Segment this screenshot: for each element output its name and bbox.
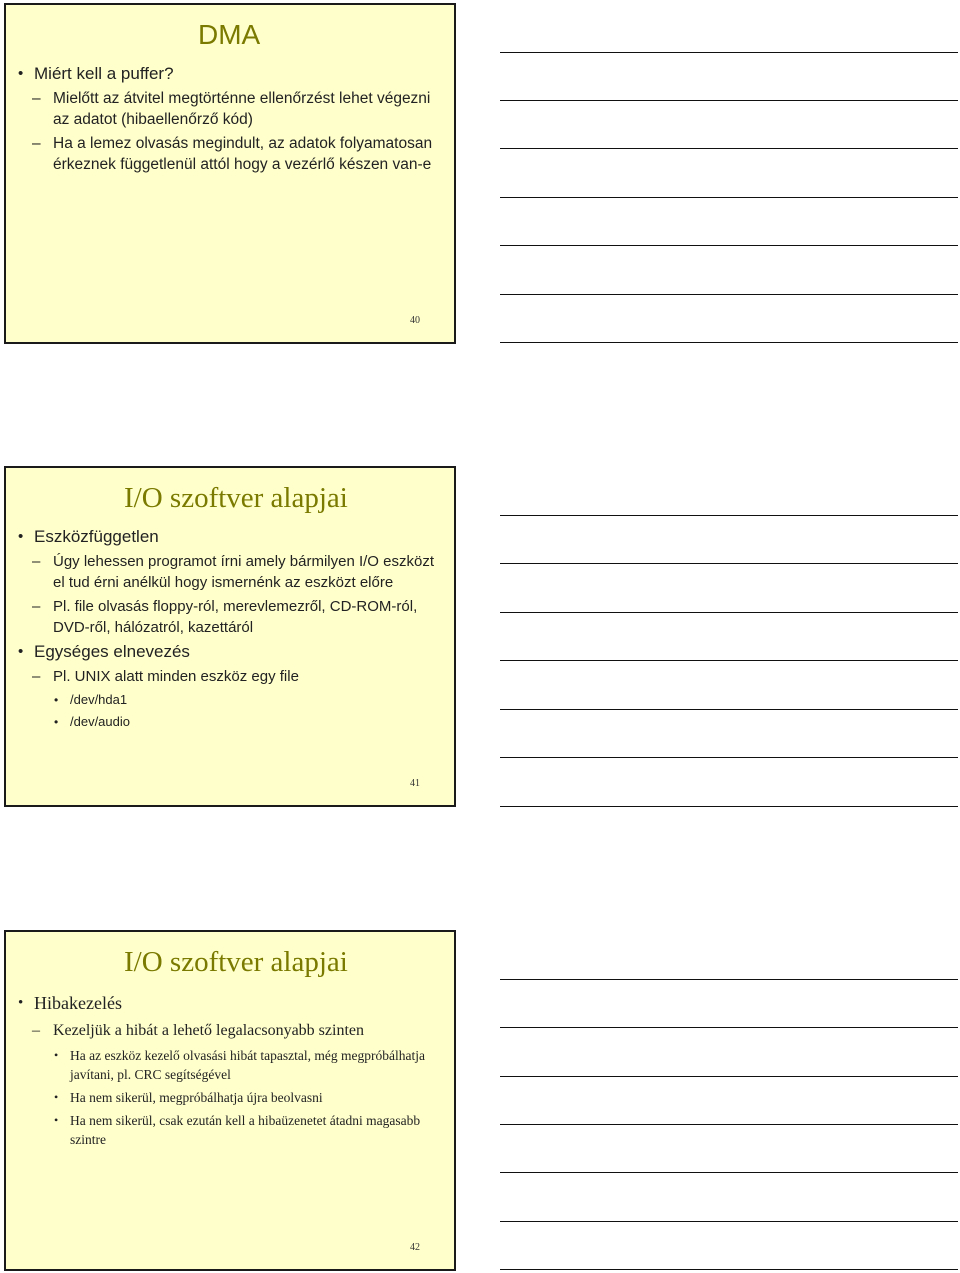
note-line xyxy=(500,709,958,710)
slide-40 xyxy=(4,3,456,344)
note-line xyxy=(500,1172,958,1173)
bullet-level2: – Pl. UNIX alatt minden eszköz egy file xyxy=(16,666,446,687)
note-line xyxy=(500,1076,958,1077)
bullet-level2: – Ha a lemez olvasás megindult, az adatok folyamatosan érkeznek függetlenül attól hogy a vezérlő készen van-e xyxy=(16,133,446,175)
slide-body xyxy=(16,63,446,178)
bullet-level3: • Ha az eszköz kezelő olvasási hibát tapasztal, még megpróbálhatja javítani, pl. CRC segítségével xyxy=(16,1046,446,1084)
bullet-level2: – Pl. file olvasás floppy-ról, merevlemezről, CD-ROM-ról, DVD-ről, hálózatról, kazettáról xyxy=(16,596,446,638)
note-line xyxy=(500,148,958,149)
slide-title: I/O szoftver alapjai xyxy=(124,482,348,514)
page-number: 42 xyxy=(410,1242,420,1253)
note-line xyxy=(500,342,958,343)
note-line xyxy=(500,294,958,295)
page-number: 40 xyxy=(410,315,420,326)
note-line xyxy=(500,612,958,613)
note-line xyxy=(500,515,958,516)
note-line xyxy=(500,757,958,758)
note-line xyxy=(500,1269,958,1270)
bullet-level3: • Ha nem sikerül, csak ezután kell a hibaüzenetet átadni magasabb szintre xyxy=(16,1111,446,1149)
note-line xyxy=(500,100,958,101)
bullet-level2: – Kezeljük a hibát a lehető legalacsonyabb szinten xyxy=(16,1020,446,1041)
slide-title: DMA xyxy=(198,19,261,50)
note-line xyxy=(500,197,958,198)
bullet-level1: • Hibakezelés xyxy=(16,992,446,1014)
bullet-level1: • Egységes elnevezés xyxy=(16,641,446,663)
bullet-level3: • Ha nem sikerül, megpróbálhatja újra beolvasni xyxy=(16,1088,446,1107)
slide-body xyxy=(16,988,446,1153)
bullet-level2: – Úgy lehessen programot írni amely bármilyen I/O eszközt el tud érni anélkül hogy ismernénk az eszközt előre xyxy=(16,551,446,593)
slide-title: I/O szoftver alapjai xyxy=(124,946,348,978)
note-line xyxy=(500,1221,958,1222)
bullet-level3: • /dev/audio xyxy=(16,712,446,732)
note-line xyxy=(500,245,958,246)
note-line xyxy=(500,52,958,53)
bullet-level2: – Mielőtt az átvitel megtörténne ellenőrzést lehet végezni az adatot (hibaellenőrző kód) xyxy=(16,88,446,130)
note-line xyxy=(500,806,958,807)
page-number: 41 xyxy=(410,778,420,789)
note-line xyxy=(500,979,958,980)
bullet-level1: • Miért kell a puffer? xyxy=(16,63,446,85)
note-line xyxy=(500,1124,958,1125)
note-line xyxy=(500,660,958,661)
slide-41 xyxy=(4,466,456,807)
slide-42 xyxy=(4,930,456,1271)
note-line xyxy=(500,563,958,564)
bullet-level3: • /dev/hda1 xyxy=(16,690,446,710)
slide-body xyxy=(16,526,446,734)
note-line xyxy=(500,1027,958,1028)
bullet-level1: • Eszközfüggetlen xyxy=(16,526,446,548)
